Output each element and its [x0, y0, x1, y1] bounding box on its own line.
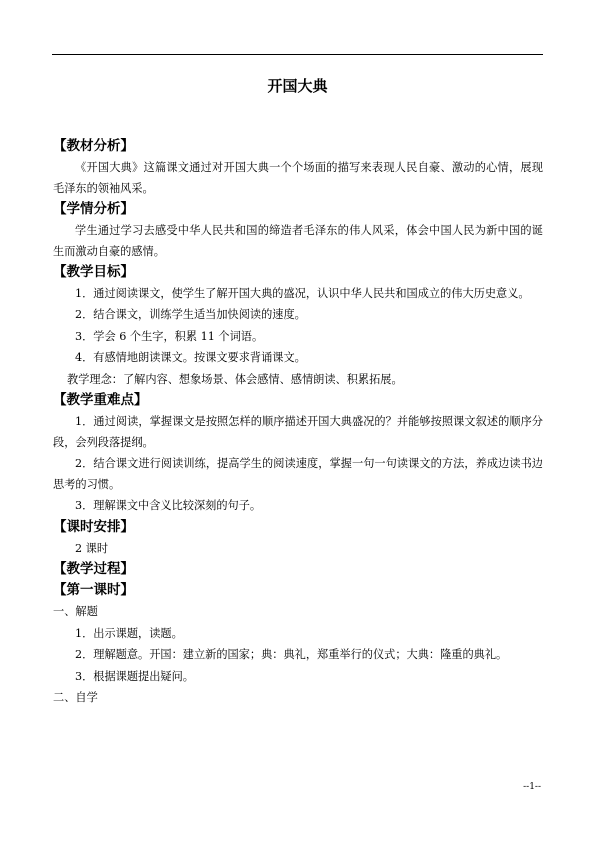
document-body — [53, 136, 543, 709]
key-point-item: 2．结合课文进行阅读训练，提高学生的阅读速度，掌握一句一句读课文的方法，养成边读书边思考的习惯。 — [53, 457, 543, 491]
paragraph-students: 学生通过学习去感受中华人民共和国的缔造者毛泽东的伟人风采，体会中国人民为新中国的诞生而激动自豪的感情。 — [53, 224, 543, 258]
paragraph-analysis: 《开国大典》这篇课文通过对开国大典一个个场面的描写来表现人民自豪、激动的心情，展现毛泽东的领袖风采。 — [53, 161, 543, 195]
goal-item: 3．学会 6 个生字，积累 11 个词语。 — [75, 329, 264, 343]
goal-item: 1．通过阅读课文，使学生了解开国大典的盛况，认识中华人民共和国成立的伟大历史意义。 — [75, 287, 530, 300]
list-item: 1．出示课题，读题。 — [75, 626, 183, 640]
key-point-item: 3．理解课文中含义比较深刻的句子。 — [75, 499, 262, 512]
schedule-text: 2 课时 — [75, 541, 109, 555]
section-heading-process: 【教学过程】 — [53, 561, 134, 577]
part-title: 一、解题 — [53, 605, 98, 618]
goal-item: 2．结合课文，训练学生适当加快阅读的速度。 — [75, 308, 306, 321]
list-item: 3．根据课题提出疑问。 — [75, 669, 194, 683]
document-title: 开国大典 — [267, 77, 328, 95]
section-heading-students: 【学情分析】 — [53, 201, 134, 217]
section-heading-goals: 【教学目标】 — [53, 264, 134, 280]
header-rule — [52, 54, 543, 55]
goal-item: 4．有感情地朗读课文。按课文要求背诵课文。 — [75, 351, 306, 364]
teaching-philosophy: 教学理念：了解内容、想象场景、体会感情、感情朗读、积累拓展。 — [67, 372, 403, 386]
key-point-item: 1．通过阅读，掌握课文是按照怎样的顺序描述开国大典盛况的？并能够按照课文叙述的顺序分段，会列段落提纲。 — [53, 415, 543, 449]
section-heading-schedule: 【课时安排】 — [53, 518, 134, 535]
section-heading-analysis: 【教材分析】 — [53, 138, 134, 154]
section-heading-lesson-1: 【第一课时】 — [53, 582, 134, 598]
list-item: 2．理解题意。开国：建立新的国家；典：典礼，郑重举行的仪式；大典：隆重的典礼。 — [75, 648, 508, 661]
section-heading-key-points: 【教学重难点】 — [53, 392, 148, 408]
part-title: 二、自学 — [53, 691, 98, 704]
page-number: --1-- — [523, 782, 541, 792]
